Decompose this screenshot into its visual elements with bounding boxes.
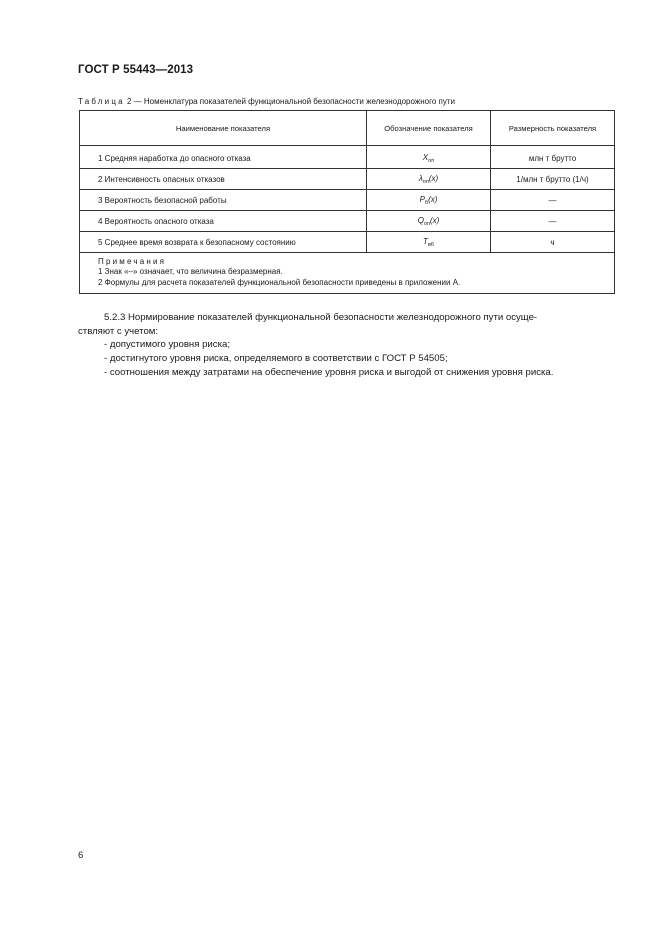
table-notes [80, 253, 615, 294]
list-item: - соотношения между затратами на обеспечение уровня риска и выгодой от снижения уровня риска. [104, 366, 616, 380]
indicator-unit: ч [491, 232, 615, 253]
note-item: 2 Формулы для расчета показателей функциональной безопасности приведены в приложении А. [98, 277, 461, 287]
section-5-2-3 [78, 311, 616, 380]
indicator-name: 1 Средняя наработка до опасного отказа [80, 146, 367, 169]
indicator-name: 3 Вероятность безопасной работы [80, 190, 367, 211]
note-item: 1 Знак «–» означает, что величина безразмерная. [98, 267, 283, 277]
list-item: - достигнутого уровня риска, определяемого в соответствии с ГОСТ Р 54505; [104, 352, 616, 366]
section-paragraph-line: ствляют с учетом: [78, 325, 159, 337]
indicator-name: 2 Интенсивность опасных отказов [80, 169, 367, 190]
column-header-symbol: Обозначение показателя [367, 111, 491, 146]
table-caption [78, 97, 455, 106]
table-row [80, 146, 615, 169]
indicators-table [79, 110, 615, 294]
indicator-symbol: $X_{оп}$ [367, 146, 491, 169]
indicator-unit: 1/млн т брутто (1/ч) [491, 169, 615, 190]
table-row [80, 211, 615, 232]
indicator-name: 4 Вероятность опасного отказа [80, 211, 367, 232]
table-row [80, 232, 615, 253]
column-header-unit: Размерность показателя [491, 111, 615, 146]
indicator-symbol: $\lambda_{оп}(x)$ [367, 169, 491, 190]
table-caption-text: 2 — Номенклатура показателей функциональной безопасности железнодорожного пути [124, 97, 455, 106]
indicator-unit: — [491, 211, 615, 232]
table-caption-label: Таблица [78, 97, 125, 106]
table-notes-row [80, 253, 615, 294]
notes-header: Примечания [98, 257, 167, 266]
indicator-name: 5 Среднее время возврата к безопасному состоянию [80, 232, 367, 253]
indicator-symbol: $Q_{оп}(x)$ [367, 211, 491, 232]
section-paragraph-line: 5.2.3 Нормирование показателей функциональной безопасности железнодорожного пути осуще- [104, 312, 538, 323]
indicator-unit: — [491, 190, 615, 211]
indicator-symbol: $T_{вб}$ [367, 232, 491, 253]
list-item: - допустимого уровня риска; [104, 338, 616, 352]
page-number: 6 [78, 850, 84, 861]
indicator-unit: млн т брутто [491, 146, 615, 169]
column-header-name: Наименование показателя [80, 111, 367, 146]
indicator-symbol: $P_б(x)$ [367, 190, 491, 211]
table-row [80, 169, 615, 190]
table-header-row [80, 111, 615, 146]
table-row [80, 190, 615, 211]
document-code-header: ГОСТ Р 55443—2013 [78, 64, 194, 76]
section-list [78, 338, 616, 379]
